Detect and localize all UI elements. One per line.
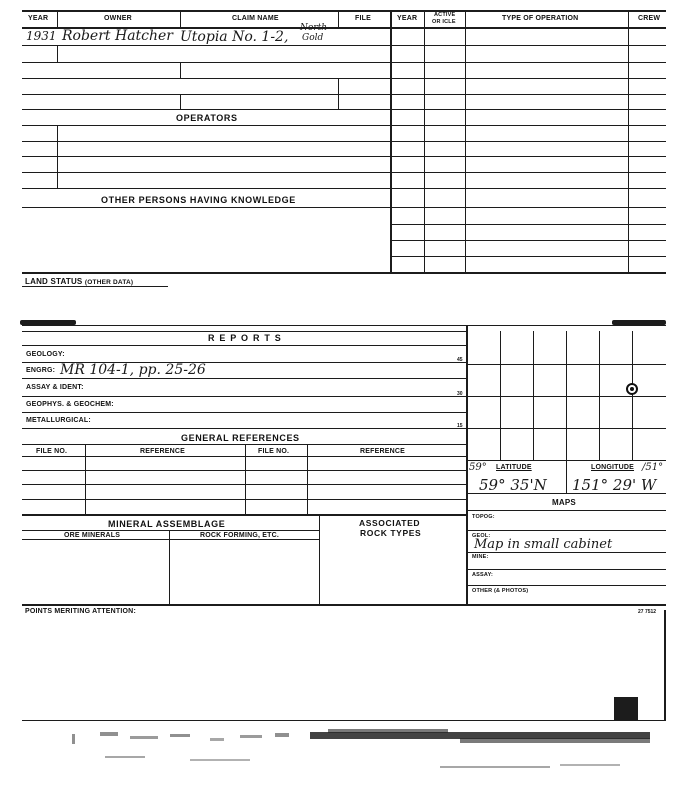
rule [392, 207, 666, 208]
rule [465, 10, 466, 274]
header-activity-bottom: OR ICLE [432, 19, 456, 25]
rule [392, 141, 666, 142]
engrg-value: MR 104-1, pp. 25-26 [60, 362, 206, 378]
rock-forming-label: ROCK FORMING, ETC. [200, 532, 280, 539]
rule [664, 610, 666, 720]
geol-label: GEOL: [472, 533, 491, 539]
owner-entry-year: 1931 [26, 29, 57, 43]
header-activity-top: ACTIVE [434, 12, 456, 18]
rule [169, 530, 170, 605]
rule [392, 62, 666, 63]
ore-minerals-label: ORE MINERALS [64, 532, 121, 539]
rule [22, 514, 468, 516]
rule [180, 10, 181, 28]
assay-number: 30 [457, 391, 463, 397]
rule [22, 412, 468, 413]
longitude-label: LONGITUDE [591, 464, 635, 471]
rule [392, 224, 666, 225]
metallurgical-label: METALLURGICAL: [26, 417, 91, 424]
assay-ident-label: ASSAY & IDENT: [26, 384, 84, 391]
other-photos-label: OTHER (& PHOTOS) [472, 588, 529, 594]
rule [57, 46, 58, 62]
rule [392, 78, 666, 79]
rule [22, 378, 468, 379]
location-marker-icon [626, 383, 638, 395]
rule [22, 720, 666, 721]
other-persons-heading: OTHER PERSONS HAVING KNOWLEDGE [101, 195, 296, 205]
redaction-block [614, 697, 638, 721]
rule [628, 10, 629, 274]
rule [468, 585, 666, 586]
general-references-heading: GENERAL REFERENCES [181, 433, 300, 443]
rule [22, 207, 390, 208]
header-crew: CREW [638, 15, 661, 22]
associated-rock-types-line1: ASSOCIATED [359, 518, 421, 528]
ref-col-file-no-1: FILE NO. [36, 448, 68, 455]
reports-heading: R E P O R T S [208, 333, 282, 343]
rule [22, 331, 468, 332]
rule [468, 552, 666, 553]
engrg-label: ENGRG: [26, 367, 56, 374]
scan-artifact-strip [60, 726, 666, 776]
geology-number: 45 [457, 357, 463, 363]
header-claim-name: CLAIM NAME [232, 15, 279, 22]
ref-col-reference-1: REFERENCE [140, 448, 185, 455]
rule [57, 10, 58, 28]
owner-entry-claim-extra-bottom: Gold [302, 33, 324, 43]
rule [22, 604, 666, 606]
rule [566, 461, 567, 493]
rule [338, 78, 339, 109]
header-year: YEAR [28, 15, 49, 22]
rule [466, 325, 468, 605]
rule [20, 320, 76, 325]
latitude-value: 59° 35'N [479, 476, 547, 494]
rule [22, 156, 390, 157]
rule [22, 125, 390, 126]
rule [307, 444, 308, 514]
rule [424, 10, 425, 274]
rule [468, 428, 666, 429]
mineral-assemblage-heading: MINERAL ASSEMBLAGE [108, 519, 226, 529]
rule [22, 428, 468, 429]
rule [22, 172, 390, 173]
rule [392, 94, 666, 95]
rule [468, 569, 666, 570]
rule [319, 515, 320, 605]
rule [22, 272, 666, 274]
geol-value: Map in small cabinet [474, 537, 613, 552]
rule [338, 10, 339, 28]
maps-heading: MAPS [552, 498, 576, 507]
rule [392, 125, 666, 126]
rule [180, 62, 181, 78]
owner-entry-claim: Utopia No. 1-2, [180, 29, 289, 45]
rule [22, 109, 390, 110]
ref-col-reference-2: REFERENCE [360, 448, 405, 455]
rule [22, 78, 390, 79]
rule [22, 45, 390, 46]
points-meriting-label: POINTS MERITING ATTENTION: [25, 608, 136, 615]
rule [22, 396, 468, 397]
rule [22, 530, 320, 531]
owner-entry-claim-extra-top: North [300, 23, 328, 33]
form-code: 27 7512 [638, 609, 657, 615]
owner-entry-owner: Robert Hatcher [62, 28, 174, 44]
rule [85, 444, 86, 514]
rule [468, 364, 666, 365]
header-owner: OWNER [104, 15, 132, 22]
rule [468, 510, 666, 511]
rule [22, 325, 666, 326]
rule [392, 256, 666, 257]
rule [22, 188, 390, 189]
rule [468, 460, 666, 461]
rule [612, 320, 666, 325]
land-status-heading: LAND STATUS (OTHER DATA) [25, 277, 134, 286]
mine-label: MINE: [472, 554, 489, 560]
rule [392, 109, 666, 110]
rule [392, 45, 666, 46]
rule [468, 530, 666, 531]
geology-label: GEOLOGY: [26, 351, 65, 358]
rule [180, 94, 181, 109]
rule [22, 62, 390, 63]
rule [22, 10, 666, 12]
rule [22, 141, 390, 142]
assay-label: ASSAY: [472, 572, 494, 578]
geophys-label: GEOPHYS. & GEOCHEM: [26, 401, 114, 408]
header-year-2: YEAR [397, 15, 418, 22]
metallurgical-number: 15 [457, 423, 463, 429]
rule [390, 10, 392, 274]
rule [22, 345, 468, 346]
latitude-label: LATITUDE [496, 464, 532, 471]
header-type-of-operation: TYPE OF OPERATION [502, 15, 579, 22]
lat-prefix: 59° [469, 462, 487, 473]
topog-label: TOPOG: [472, 514, 495, 520]
rule [57, 126, 58, 188]
rule [392, 240, 666, 241]
rule [245, 444, 246, 514]
longitude-value: 151° 29' W [572, 476, 657, 494]
rule [468, 396, 666, 397]
rule [22, 94, 390, 95]
long-suffix: /51° [642, 462, 664, 473]
rule [392, 156, 666, 157]
rule [22, 286, 168, 287]
rule [392, 172, 666, 173]
rule [392, 188, 666, 189]
ref-col-file-no-2: FILE NO. [258, 448, 290, 455]
header-file: FILE [355, 15, 371, 22]
rule [22, 539, 320, 540]
associated-rock-types-line2: ROCK TYPES [360, 528, 422, 538]
operators-heading: OPERATORS [176, 113, 238, 123]
